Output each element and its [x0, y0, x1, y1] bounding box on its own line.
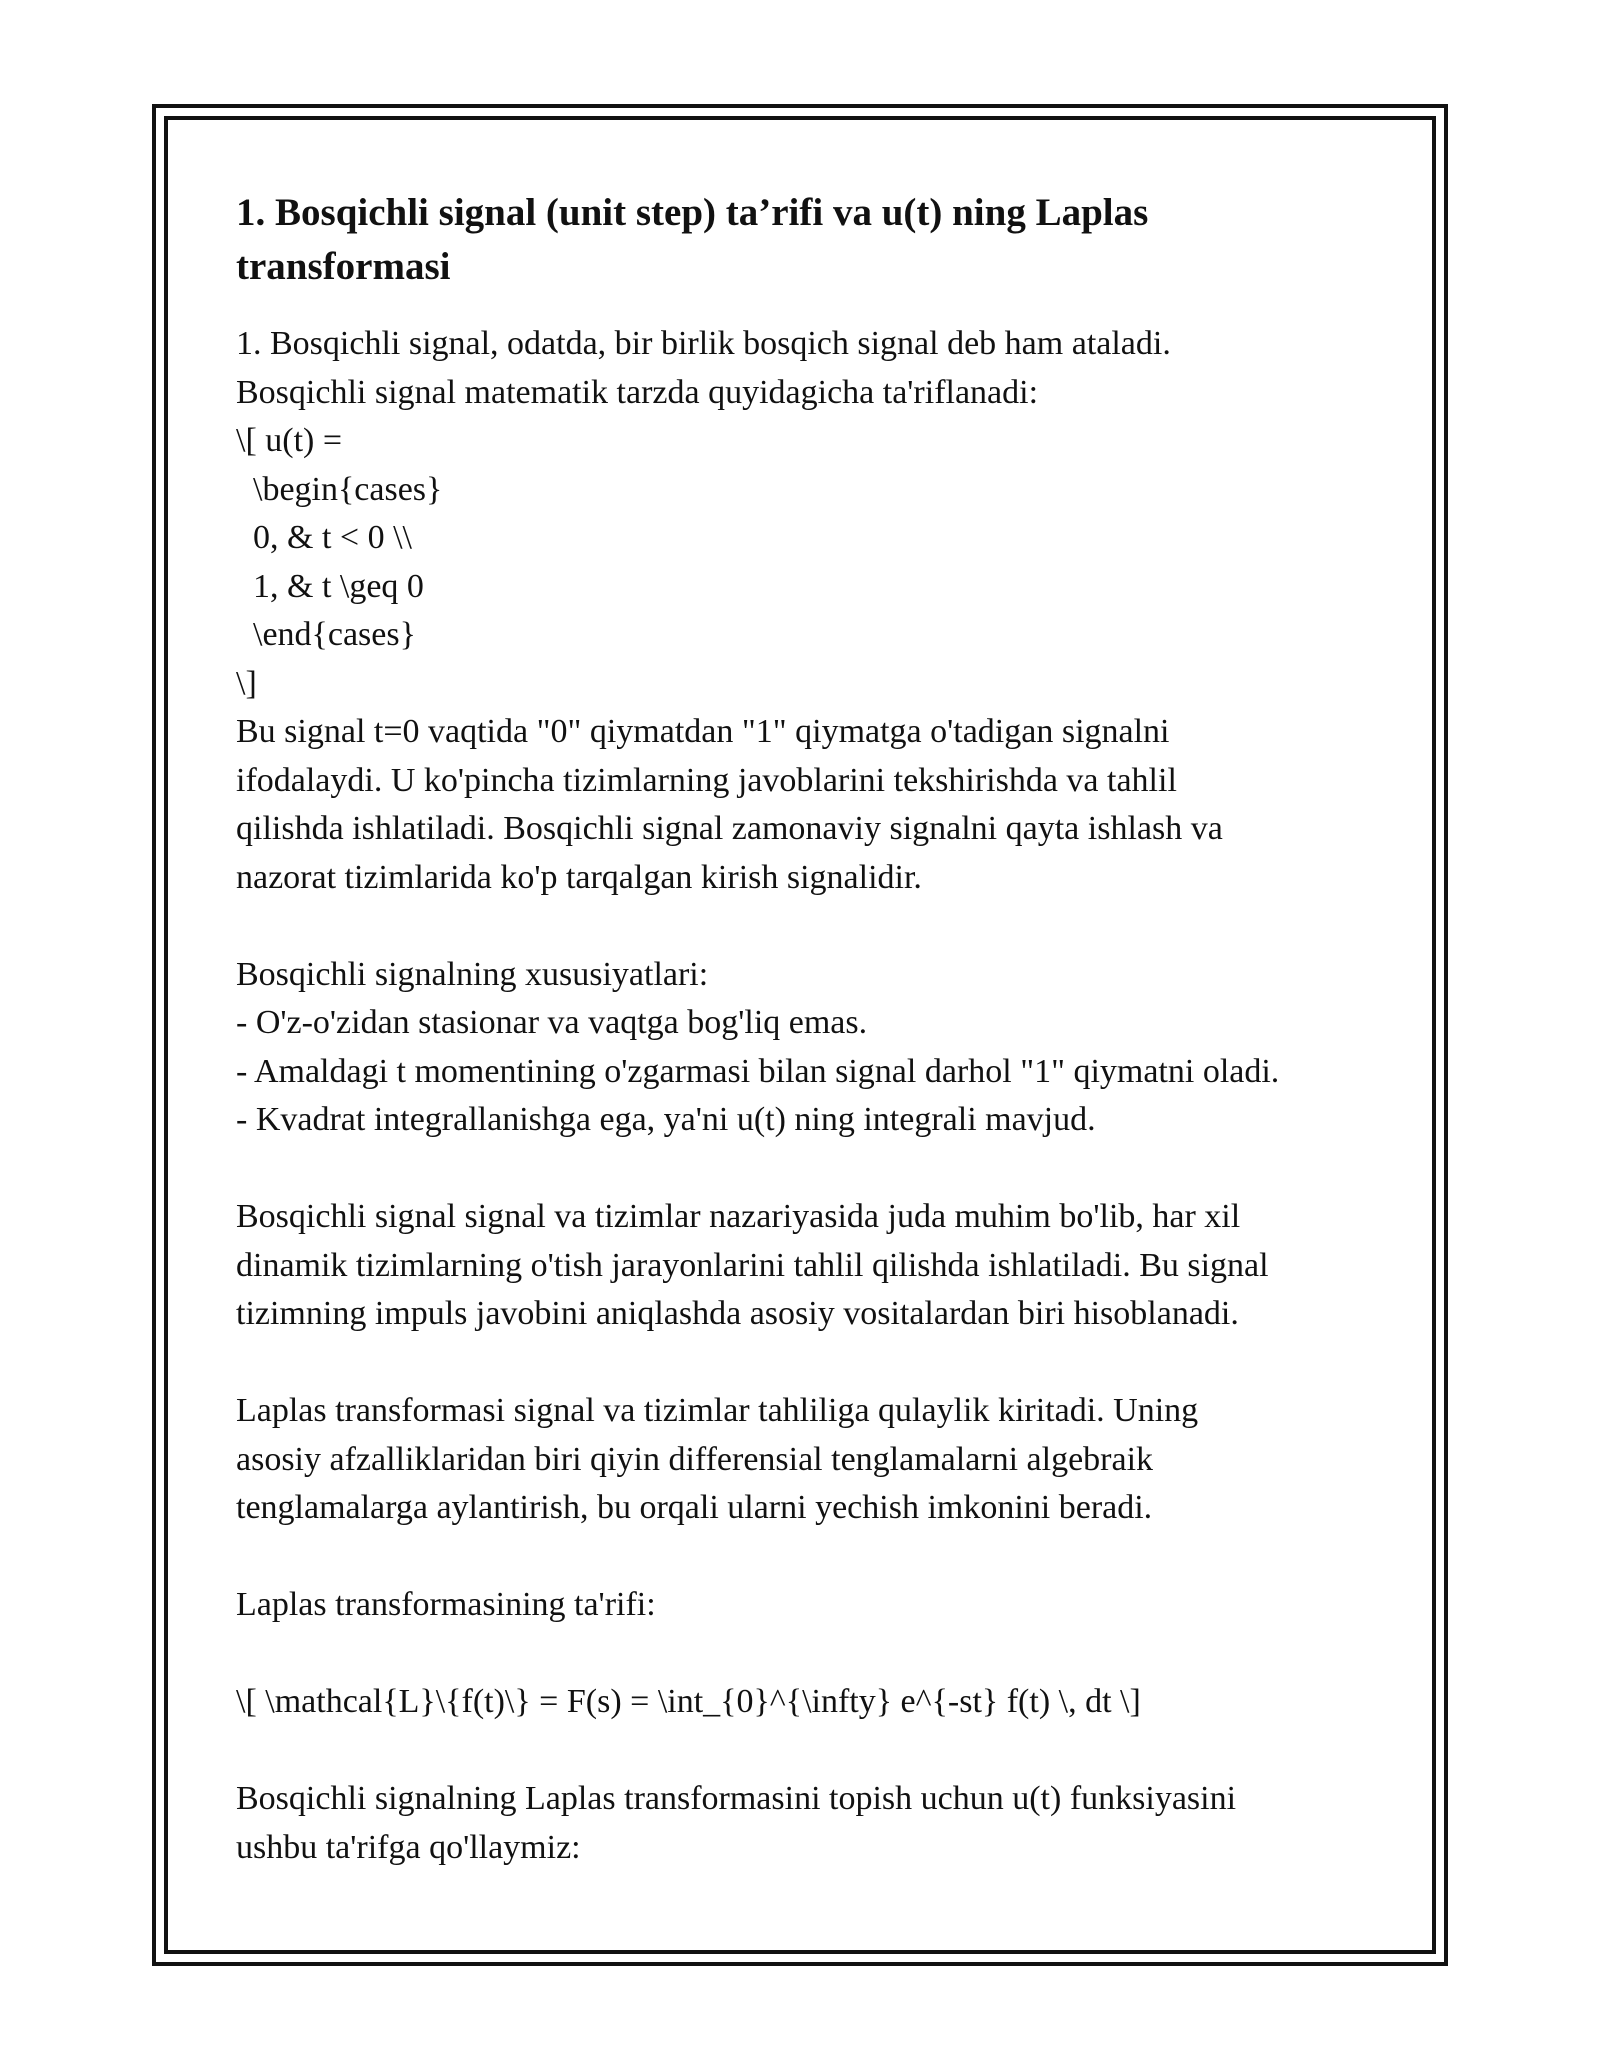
paragraph-gap [236, 1145, 1386, 1194]
body-line: nazorat tizimlarida ko'p tarqalgan kirish signalidir. [236, 858, 922, 896]
formula-line: \end{cases} [236, 616, 416, 653]
body-line: qilishda ishlatiladi. Bosqichli signal zamonaviy signalni qayta ishlash va [236, 810, 1223, 847]
formula-line: \] [236, 664, 257, 702]
body-line: tenglamalarga aylantirish, bu orqali ularni yechish imkonini beradi. [236, 1489, 1153, 1526]
body-line: Bosqichli signalning Laplas transformasini topish uchun u(t) funksiyasini [236, 1780, 1237, 1817]
formula-line: 1, & t \geq 0 [236, 567, 424, 605]
list-item: - Amaldagi t momentining o'zgarmasi bilan signal darhol "1" qiymatni oladi. [236, 1052, 1280, 1090]
list-item: - O'z-o'zidan stasionar va vaqtga bog'liq emas. [236, 1004, 868, 1041]
formula-line: \begin{cases} [236, 470, 443, 508]
body-line: tizimning impuls javobini aniqlashda asosiy vositalardan biri hisoblanadi. [236, 1295, 1239, 1332]
paragraph-gap [236, 1727, 1386, 1776]
paragraph-gap [236, 1533, 1386, 1582]
heading-line: 1. Bosqichli signal (unit step) ta’rifi va u(t) ning Laplas [236, 191, 1149, 234]
body-line: ifodalaydi. U ko'pincha tizimlarning javoblarini tekshirishda va tahlil [236, 761, 1177, 799]
body-line: Bosqichli signal signal va tizimlar nazariyasida juda muhim bo'lib, har xil [236, 1198, 1241, 1235]
formula-line: 0, & t < 0 \\ [236, 519, 412, 556]
section-heading [236, 186, 1386, 294]
paragraph-gap [236, 1339, 1386, 1388]
body-text [236, 320, 1386, 1872]
body-line: Bosqichli signalning xususiyatlari: [236, 955, 709, 993]
formula-line: \[ \mathcal{L}\{f(t)\} = F(s) = \int_{0}^{\infty} e^{-st} f(t) \, dt \] [236, 1683, 1141, 1720]
body-line: ushbu ta'rifga qo'llaymiz: [236, 1828, 581, 1866]
paragraph-gap [236, 1630, 1386, 1679]
body-line: 1. Bosqichli signal, odatda, bir birlik bosqich signal deb ham ataladi. [236, 325, 1171, 362]
body-line: Laplas transformasining ta'rifi: [236, 1586, 656, 1623]
document-content [236, 186, 1386, 1872]
formula-line: \[ u(t) = [236, 422, 343, 459]
body-line: dinamik tizimlarning o'tish jarayonlarini tahlil qilishda ishlatiladi. Bu signal [236, 1246, 1269, 1284]
body-line: asosiy afzalliklaridan biri qiyin differensial tenglamalarni algebraik [236, 1440, 1154, 1478]
body-line: Bu signal t=0 vaqtida "0" qiymatdan "1" qiymatga o'tadigan signalni [236, 713, 1170, 750]
heading-line: transformasi [236, 245, 451, 288]
body-line: Laplas transformasi signal va tizimlar tahliliga qulaylik kiritadi. Uning [236, 1392, 1199, 1429]
list-item: - Kvadrat integrallanishga ega, ya'ni u(t) ning integrali mavjud. [236, 1101, 1096, 1138]
paragraph-gap [236, 902, 1386, 951]
body-line: Bosqichli signal matematik tarzda quyidagicha ta'riflanadi: [236, 373, 1039, 411]
